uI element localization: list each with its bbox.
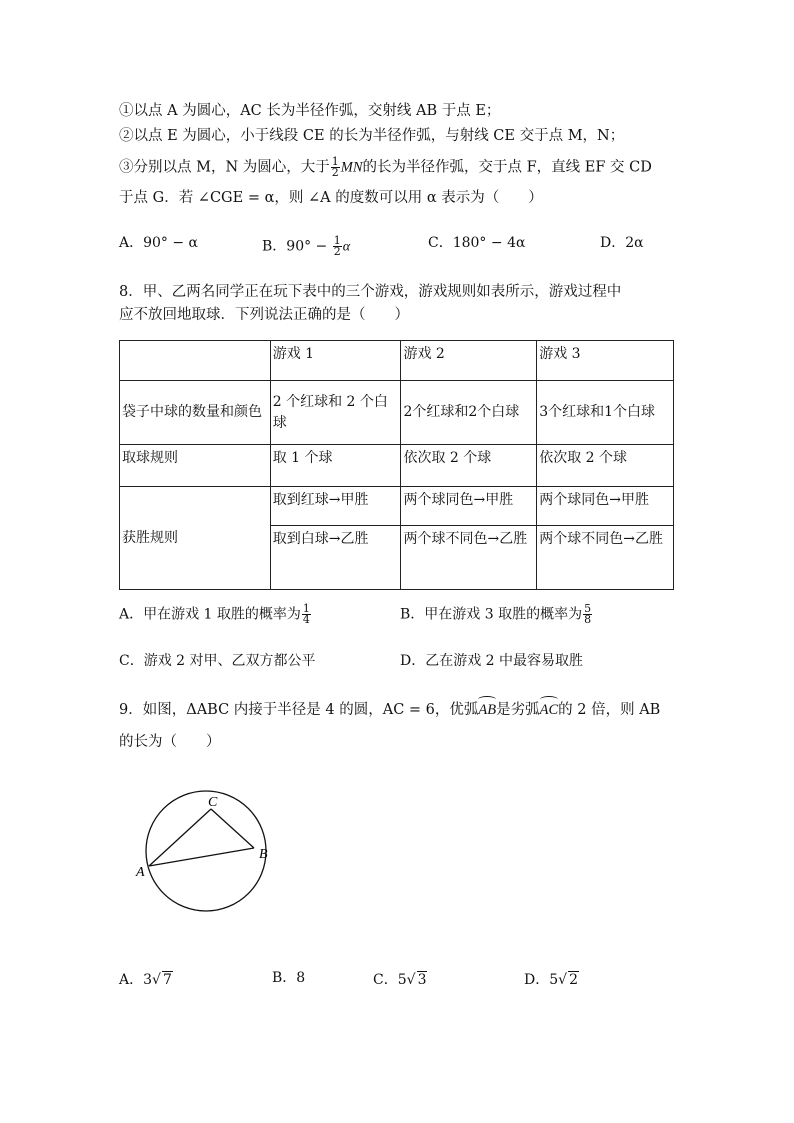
q7-option-b-alpha: α xyxy=(342,239,351,255)
q7-step3-line2: 于点 G．若 ∠CGE = α，则 ∠A 的度数可以用 α 表示为（ ） xyxy=(119,190,543,206)
q9-stem-line2: 的长为（ ） xyxy=(119,734,221,750)
q7-option-b-fraction xyxy=(333,236,342,257)
table-cell: 获胜规则 xyxy=(120,487,271,590)
radical-coefficient: 5 xyxy=(397,972,407,988)
table-header-cell xyxy=(120,341,271,381)
fraction-numerator: 1 xyxy=(333,234,341,247)
q9-option-a xyxy=(119,970,173,990)
q9-stem-post: 的 2 倍，则 AB xyxy=(558,702,661,718)
segment-cb xyxy=(211,809,254,848)
fraction-denominator: 2 xyxy=(331,166,339,179)
radicand: 7 xyxy=(162,972,172,988)
table-header-row xyxy=(120,341,674,381)
q8-option-d: D．乙在游戏 2 中最容易取胜 xyxy=(400,653,584,669)
radicand: 3 xyxy=(417,972,427,988)
q7-step3-post: 的长为半径作弧，交于点 F，直线 EF 交 CD xyxy=(362,159,652,176)
table-cell: 两个球不同色→乙胜 xyxy=(401,526,537,590)
table-cell: 两个球同色→甲胜 xyxy=(537,487,674,526)
q9-option-d-value: 5√ 2 xyxy=(549,972,578,988)
q7-step2: ②以点 E 为圆心，小于线段 CE 的长为半径作弧，与射线 CE 交于点 M，N； xyxy=(119,128,625,144)
fraction-numerator: 5 xyxy=(584,602,592,615)
q9-option-c xyxy=(373,970,427,990)
table-cell: 袋子中球的数量和颜色 xyxy=(120,381,271,445)
table-row-draw xyxy=(120,445,674,487)
q7-step3-mn: MN xyxy=(340,159,363,176)
table-header-cell: 游戏 1 xyxy=(270,341,401,381)
q7-option-b xyxy=(262,236,350,258)
table-cell: 依次取 2 个球 xyxy=(401,445,537,487)
q7-option-d: D．2α xyxy=(600,235,644,251)
games-table xyxy=(119,340,674,590)
table-cell: 取球规则 xyxy=(120,445,271,487)
q8-option-b-fraction xyxy=(583,604,592,625)
table-cell: 依次取 2 个球 xyxy=(537,445,674,487)
label-a: A xyxy=(136,865,145,880)
table-cell: 取到红球→甲胜 xyxy=(270,487,401,526)
q8-option-a xyxy=(119,604,312,625)
q8-stem-line1: 8．甲、乙两名同学正在玩下表中的三个游戏，游戏规则如表所示，游戏过程中 xyxy=(119,284,622,300)
q7-step3-pre: ③分别以点 M，N 为圆心，大于 xyxy=(119,159,330,176)
table-header-cell: 游戏 2 xyxy=(401,341,537,381)
q9-option-a-label: A． xyxy=(119,972,144,988)
q7-option-b-pre: B．90° − xyxy=(262,238,332,255)
q7-option-c: C．180° − 4α xyxy=(428,235,526,251)
label-c: C xyxy=(208,795,218,810)
table-cell: 两个球同色→甲胜 xyxy=(401,487,537,526)
circumscribed-circle xyxy=(146,791,266,911)
q9-option-d xyxy=(524,970,579,990)
table-cell: 取 1 个球 xyxy=(270,445,401,487)
fraction-numerator: 1 xyxy=(331,155,339,168)
q8-stem-line2: 应不放回地取球．下列说法正确的是（ ） xyxy=(119,307,409,323)
fraction-denominator: 8 xyxy=(584,613,592,626)
q9-stem-pre: 9．如图，ΔABC 内接于半径是 4 的圆，AC = 6，优弧 xyxy=(119,702,479,718)
radical-coefficient: 5 xyxy=(549,972,559,988)
q8-option-b xyxy=(400,604,593,625)
q8-option-a-pre: A．甲在游戏 1 取胜的概率为 xyxy=(119,606,301,623)
q9-option-c-label: C． xyxy=(373,972,398,988)
q9-option-a-value: 3√ 7 xyxy=(143,972,172,988)
table-cell: 两个球不同色→乙胜 xyxy=(537,526,674,590)
table-cell: 3个红球和1个白球 xyxy=(537,381,674,445)
q7-step3 xyxy=(119,157,652,178)
table-row-win-a xyxy=(120,487,674,526)
circle-figure xyxy=(128,788,288,928)
q9-option-b: B．8 xyxy=(272,970,306,986)
table-cell: 取到白球→乙胜 xyxy=(270,526,401,590)
table-cell: 2个红球和2个白球 xyxy=(401,381,537,445)
fraction-denominator: 2 xyxy=(333,245,341,258)
radicand: 2 xyxy=(569,972,578,988)
q9-stem-line1 xyxy=(119,700,660,720)
q9-arc-major: AB xyxy=(478,702,497,718)
q7-option-a: A．90° − α xyxy=(119,235,199,251)
q9-option-c-value: 5√ 3 xyxy=(397,972,427,988)
q8-option-c: C．游戏 2 对甲、乙双方都公平 xyxy=(119,653,316,669)
label-b: B xyxy=(259,847,268,862)
table-header-cell: 游戏 3 xyxy=(537,341,674,381)
q9-option-d-label: D． xyxy=(524,972,550,988)
q8-option-a-fraction xyxy=(302,604,311,625)
table-cell: 2 个红球和 2 个白球 xyxy=(270,381,401,445)
q9-stem-mid: 是劣弧 xyxy=(496,702,540,718)
q7-step3-fraction xyxy=(331,157,340,178)
q8-option-b-pre: B．甲在游戏 3 取胜的概率为 xyxy=(400,606,583,623)
q7-step1: ①以点 A 为圆心，AC 长为半径作弧，交射线 AB 于点 E； xyxy=(119,103,501,119)
q9-arc-minor: AC xyxy=(539,702,559,718)
radical-coefficient: 3 xyxy=(143,972,153,988)
table-row-balls xyxy=(120,381,674,445)
fraction-denominator: 4 xyxy=(302,613,310,626)
fraction-numerator: 1 xyxy=(302,602,310,615)
